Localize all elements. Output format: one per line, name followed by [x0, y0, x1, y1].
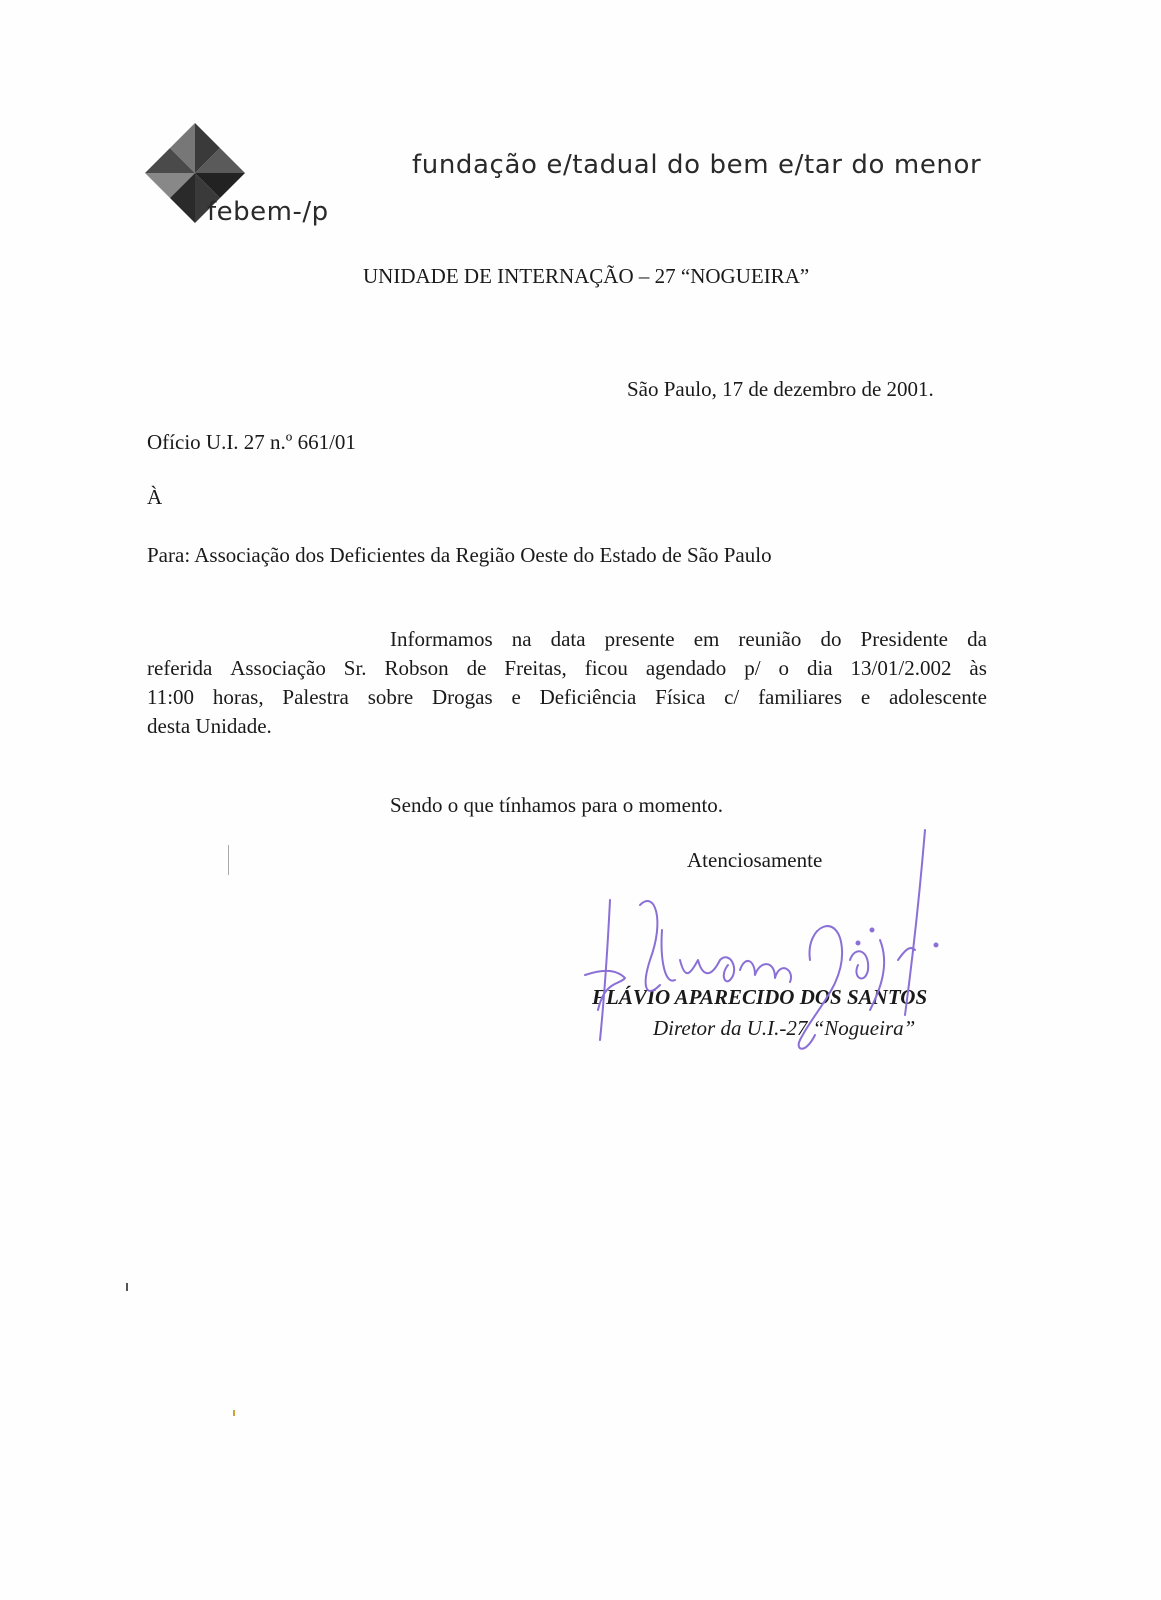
- body-word: agendado: [645, 656, 727, 680]
- body-word: ficou: [584, 656, 628, 680]
- body-word: adolescente: [888, 685, 987, 709]
- body-word: Palestra: [282, 685, 349, 709]
- body-word: da: [967, 627, 987, 651]
- body-word: Associação: [230, 656, 326, 680]
- body-word: c/: [724, 685, 740, 709]
- body-word: sobre: [367, 685, 414, 709]
- body-word: Robson: [384, 656, 449, 680]
- body-word: Deficiência: [539, 685, 637, 709]
- body-word: data: [550, 627, 586, 651]
- scan-mark: [228, 845, 229, 875]
- body-word: Drogas: [431, 685, 493, 709]
- date-line: São Paulo, 17 de dezembro de 2001.: [627, 377, 934, 401]
- body-word: 11:00: [147, 685, 195, 709]
- body-word: p/: [744, 656, 761, 680]
- body-word: e: [860, 685, 871, 709]
- body-word: Física: [655, 685, 706, 709]
- regards-line: Atenciosamente: [687, 848, 823, 872]
- unit-title: UNIDADE DE INTERNAÇÃO – 27 “NOGUEIRA”: [363, 264, 810, 288]
- oficio-number: Ofício U.I. 27 n.º 661/01: [147, 430, 356, 454]
- body-word: na: [511, 627, 532, 651]
- closing-line: Sendo o que tínhamos para o momento.: [390, 793, 724, 817]
- body-word: horas,: [212, 685, 264, 709]
- body-word: do: [820, 627, 842, 651]
- body-word: 13/01/2.002: [850, 656, 952, 680]
- body-word: dia: [806, 656, 833, 680]
- body-line: [147, 683, 987, 712]
- body-word: de: [466, 656, 487, 680]
- body-word: presente: [604, 627, 675, 651]
- letter-body: [147, 625, 987, 741]
- organization-name: fundação e∕tadual do bem e∕tar do menor: [412, 150, 982, 180]
- body-word: reunião: [738, 627, 802, 651]
- scan-mark: [233, 1410, 235, 1416]
- body-line: [147, 625, 987, 654]
- scan-mark: [126, 1283, 128, 1291]
- body-line: [147, 654, 987, 683]
- salutation: À: [147, 485, 163, 509]
- body-word: referida: [147, 656, 213, 680]
- body-word: em: [693, 627, 720, 651]
- logo-wordmark: febem-∕p: [207, 197, 329, 227]
- body-word: Presidente: [860, 627, 948, 651]
- body-word: Freitas,: [504, 656, 567, 680]
- body-word: às: [969, 656, 987, 680]
- body-line: desta Unidade.: [147, 714, 272, 738]
- body-word: Sr.: [343, 656, 367, 680]
- body-word: familiares: [758, 685, 843, 709]
- signer-name: FLÁVIO APARECIDO DOS SANTOS: [592, 985, 928, 1009]
- signer-role: Diretor da U.I.-27 “Nogueira”: [653, 1016, 916, 1040]
- handwritten-signature-icon: [580, 810, 980, 1060]
- body-word: Informamos: [390, 627, 493, 651]
- body-word: o: [778, 656, 790, 680]
- body-word: e: [511, 685, 521, 709]
- recipient-line: Para: Associação dos Deficientes da Região Oeste do Estado de São Paulo: [147, 543, 772, 567]
